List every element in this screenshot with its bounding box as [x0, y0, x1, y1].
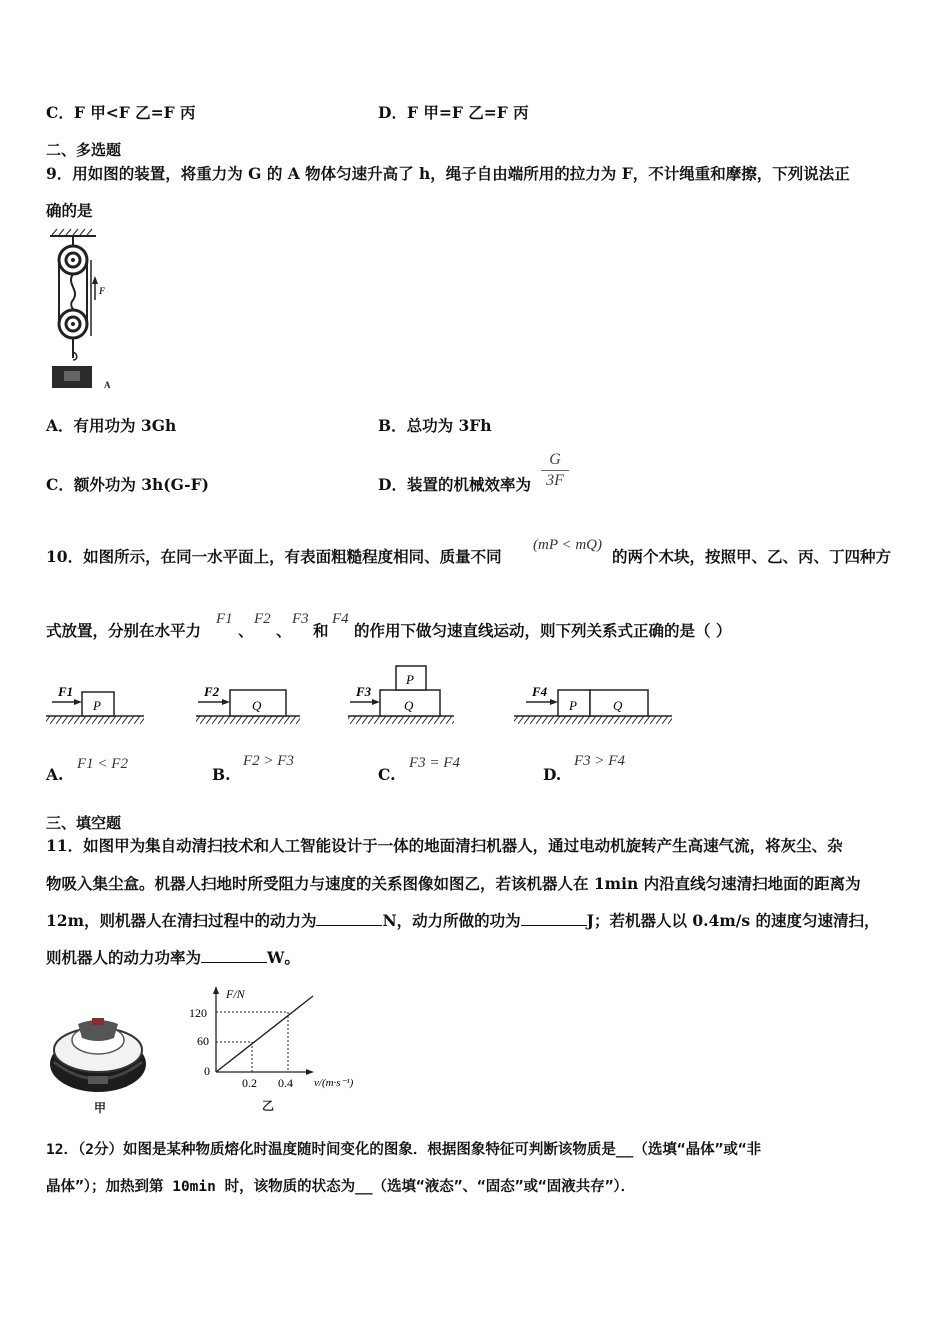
- x-tick-0.4: 0.4: [278, 1076, 293, 1090]
- fraction-denominator: 3F: [541, 470, 569, 490]
- q12-stem-line2: 晶体”）；加热到第 10min 时，该物质的状态为__（选填“液态”、“固态”或“固液共存”）．: [46, 1179, 636, 1195]
- y-tick-0: 0: [204, 1064, 210, 1078]
- x-axis-arrow: [306, 1069, 314, 1075]
- q11-line3-b: N，动力所做的功为: [382, 911, 521, 930]
- q9-option-b: B．总功为 3Fh: [378, 416, 492, 435]
- arrangement-yi: [196, 684, 300, 724]
- block-q-label: Q: [613, 698, 623, 713]
- q10-option-a: F1 < F2: [77, 756, 128, 772]
- arrangement-bing: [348, 666, 454, 724]
- q10-sep2: 、: [276, 621, 292, 640]
- fraction-numerator: G: [549, 451, 561, 468]
- answer-blank-power[interactable]: [201, 950, 267, 963]
- q12-stem-line1: 12．（2分）如图是某种物质熔化时温度随时间变化的图象．根据图象特征可判断该物质是__（选填“晶体”或“非: [46, 1142, 762, 1158]
- q11-stem-line2: 物吸入集尘盒。机器人扫地时所受阻力与速度的关系图像如图乙，若该机器人在 1min 内沿直线匀速清扫地面的距离为: [46, 874, 861, 893]
- q10-and: 和: [313, 621, 329, 640]
- q10-stem-line1a: 10．如图所示，在同一水平面上，有表面粗糙程度相同、质量不同: [46, 547, 502, 566]
- q11-stem-line1: 11．如图甲为集自动清扫技术和人工智能设计于一体的地面清扫机器人，通过电动机旋转产生高速气流，将灰尘、杂: [46, 836, 843, 855]
- q9-stem-line2: 确的是: [46, 201, 93, 220]
- q10-option-a-letter: A.: [46, 765, 64, 784]
- robot-vacuum-image: [48, 1004, 148, 1116]
- x-tick-0.2: 0.2: [242, 1076, 257, 1090]
- force-f4-label: F4: [532, 684, 548, 699]
- q11-stem-line4: [46, 950, 300, 966]
- q9-option-d: D．装置的机械效率为: [378, 475, 531, 494]
- section-title-fill-in: 三、填空题: [46, 814, 122, 832]
- ceiling-hatch: [52, 229, 92, 235]
- q10-f3: F3: [292, 611, 309, 627]
- q11-line3-a: 12m，则机器人在清扫过程中的动力为: [46, 911, 317, 930]
- q10-option-c: F3 = F4: [409, 755, 460, 771]
- q10-sep1: 、: [238, 621, 254, 640]
- section-title-multiple-choice: 二、多选题: [46, 141, 122, 159]
- q10-stem-line2a: 式放置，分别在水平力: [46, 621, 202, 640]
- q9-option-a: A．有用功为 3Gh: [46, 416, 177, 435]
- q11-line4-a: 则机器人的动力功率为: [46, 948, 202, 967]
- series-line: [216, 996, 313, 1072]
- block-p-label: P: [93, 698, 101, 713]
- caption-jia: 甲: [94, 1101, 107, 1115]
- force-f1-label: F1: [58, 684, 74, 699]
- x-axis-label: v/(m·s⁻¹): [314, 1077, 354, 1089]
- q10-stem-line1b: 的两个木块，按照甲、乙、丙、丁四种方: [612, 547, 892, 566]
- block-q-label: Q: [252, 698, 262, 713]
- q10-option-c-letter: C.: [378, 765, 396, 784]
- force-f3-label: F3: [356, 684, 372, 699]
- force-f2-label: F2: [204, 684, 220, 699]
- q10-mass-inequality: (mP < mQ): [533, 537, 603, 553]
- q9-option-c: C．额外功为 3h(G-F): [46, 475, 209, 494]
- block-p-label: P: [406, 672, 414, 687]
- q10-option-d-letter: D.: [543, 765, 562, 784]
- q10-f1: F1: [216, 611, 233, 627]
- y-axis-arrow: [213, 986, 219, 994]
- answer-blank-work[interactable]: [521, 913, 587, 926]
- q10-option-b: F2 > F3: [243, 753, 294, 769]
- q10-stem-line2b: 的作用下做匀速直线运动，则下列关系式正确的是（ ）: [354, 621, 732, 640]
- q10-f2: F2: [254, 611, 271, 627]
- q11-line3-c: J；若机器人以 0.4m/s 的速度匀速清扫，: [586, 911, 880, 930]
- q11-line4-b: W。: [267, 948, 300, 967]
- block-p-label: P: [569, 698, 577, 713]
- q10-option-b-letter: B.: [212, 765, 231, 784]
- q9-stem-line1: 9．用如图的装置，将重力为 G 的 A 物体匀速升高了 h，绳子自由端所用的拉力为 F，不计绳重和摩擦，下列说法正: [46, 164, 850, 183]
- arrangement-jia: [46, 684, 144, 724]
- block-q-label: Q: [404, 698, 414, 713]
- force-label: F: [99, 286, 106, 296]
- q11-stem-line3: [46, 913, 880, 929]
- caption-yi: 乙: [262, 1099, 275, 1113]
- block-label: A: [104, 380, 111, 390]
- q8-option-d: D．F 甲=F 乙=F 丙: [378, 103, 529, 122]
- q9-option-d-fraction: [541, 451, 569, 490]
- force-velocity-chart: [186, 982, 386, 1116]
- q10-f4: F4: [332, 611, 349, 627]
- y-tick-60: 60: [197, 1034, 209, 1048]
- answer-blank-force[interactable]: [316, 913, 382, 926]
- block-arrangements-figure: [44, 660, 684, 732]
- arrangement-ding: [514, 684, 672, 724]
- y-axis-label: F/N: [226, 987, 245, 1001]
- q10-option-d: F3 > F4: [574, 753, 625, 769]
- y-tick-120: 120: [189, 1006, 207, 1020]
- q8-option-c: C．F 甲<F 乙=F 丙: [46, 103, 196, 122]
- pulley-system-figure: [44, 228, 124, 396]
